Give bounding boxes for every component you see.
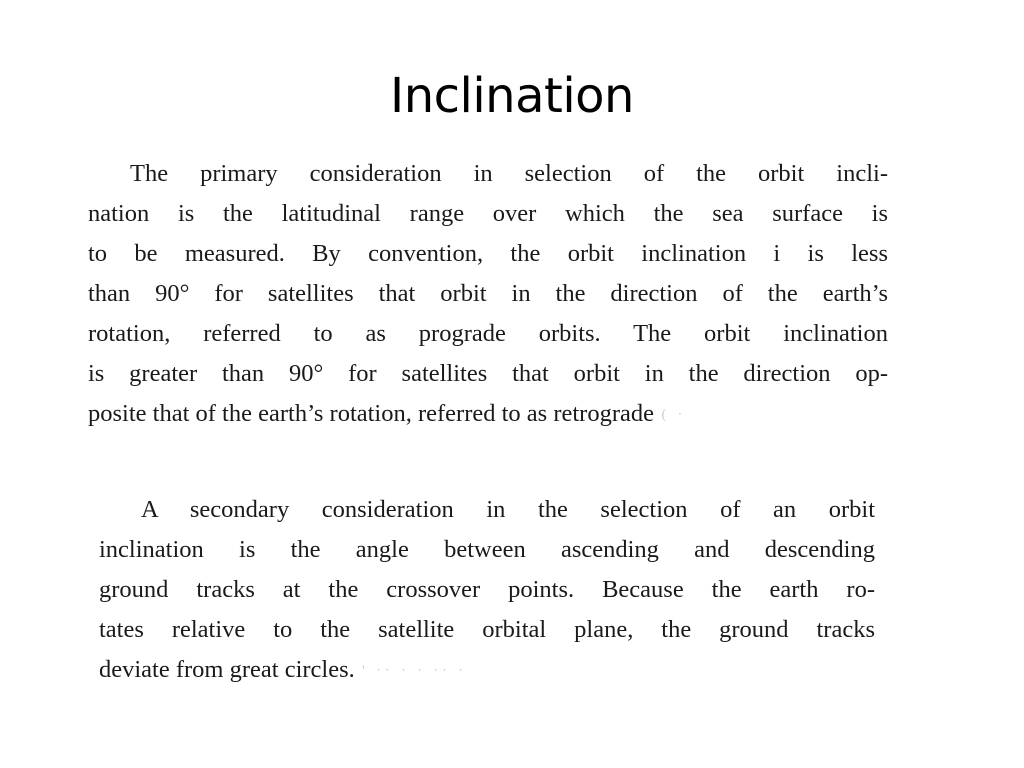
paragraph-line: than 90° for satellites that orbit in the direction of the earth’s [88, 280, 888, 307]
paragraph-line-final [88, 394, 888, 434]
scan-fade-artifact: ( · [654, 407, 687, 423]
paragraph-line: is greater than 90° for satellites that orbit in the direction op- [88, 360, 888, 387]
paragraph-line: A secondary consideration in the selection of an orbit [141, 496, 875, 523]
paragraph-line-text: deviate from great circles. [99, 656, 355, 683]
scanned-paragraph-orbit-inclination [88, 154, 888, 434]
paragraph-line-final [99, 650, 875, 690]
paragraph-line: nation is the latitudinal range over which the sea surface is [88, 200, 888, 227]
paragraph-line: inclination is the angle between ascending and descending [99, 536, 875, 563]
paragraph-line: to be measured. By convention, the orbit inclination i is less [88, 240, 888, 267]
scan-fade-artifact: ' ·· · · ·· · [354, 663, 467, 679]
paragraph-line-text: posite that of the earth’s rotation, referred to as retrograde [88, 400, 654, 427]
paragraph-line: ground tracks at the crossover points. Because the earth ro- [99, 576, 875, 603]
paragraph-line: The primary consideration in selection of the orbit incli- [130, 160, 888, 187]
paragraph-line: tates relative to the satellite orbital plane, the ground tracks [99, 616, 875, 643]
paragraph-line: rotation, referred to as prograde orbits. The orbit inclination [88, 320, 888, 347]
slide-title: Inclination [390, 68, 634, 124]
scanned-paragraph-ground-tracks [99, 490, 875, 690]
